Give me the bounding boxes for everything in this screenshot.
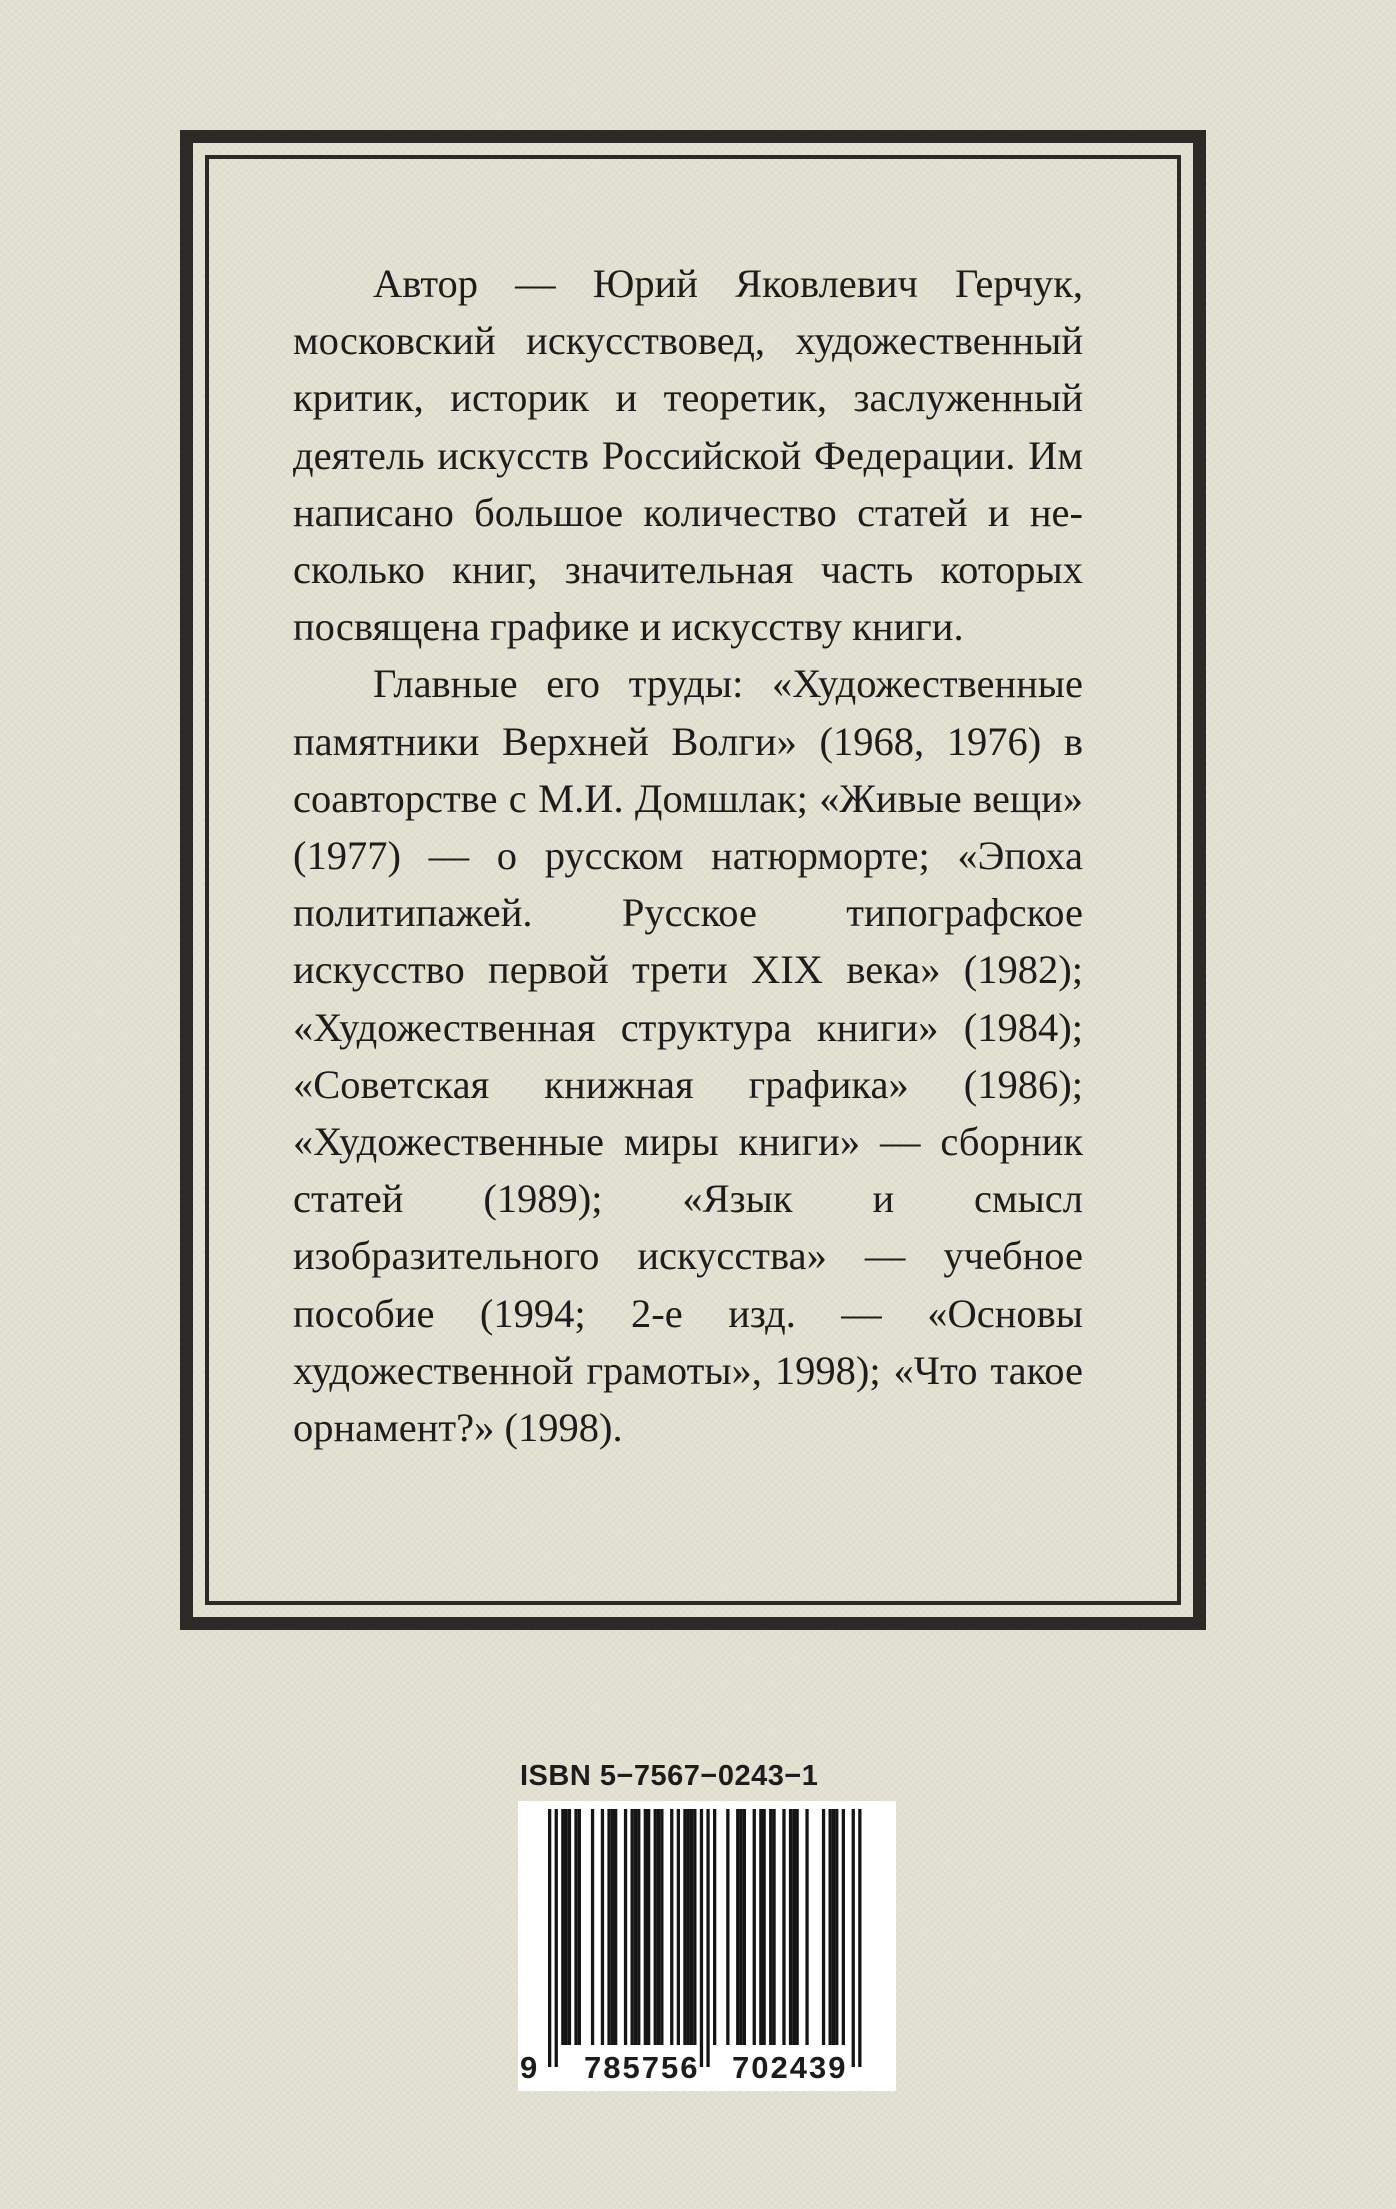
barcode-bar — [644, 1809, 647, 2045]
isbn-label: ISBN 5−7567−0243−1 — [520, 1760, 819, 1792]
barcode-bar — [743, 1809, 746, 2045]
barcode-bar — [574, 1809, 577, 2045]
barcode-guard-bar — [706, 1809, 709, 2067]
barcode-bar — [693, 1809, 696, 2045]
barcode-bar — [611, 1809, 614, 2045]
text-frame — [180, 130, 1206, 1630]
barcode-digits-left: 785756 — [584, 2050, 700, 2085]
barcode-bar — [657, 1809, 660, 2045]
barcode-bar — [835, 1809, 838, 2045]
barcode-guard-bar — [548, 1809, 551, 2067]
barcode-bar — [805, 1809, 808, 2045]
barcode-bar — [772, 1809, 775, 2045]
barcode-bar — [683, 1809, 686, 2045]
barcode-bar — [578, 1809, 581, 2045]
barcode-bar — [822, 1809, 825, 2045]
barcode-bar — [726, 1809, 729, 2045]
barcode-bar — [753, 1809, 756, 2045]
barcode — [518, 1801, 896, 2091]
barcode-bar — [782, 1809, 785, 2045]
barcode-bar — [591, 1809, 594, 2045]
barcode-bar — [713, 1809, 716, 2045]
barcode-bar — [601, 1809, 604, 2045]
barcode-bar — [634, 1809, 637, 2045]
barcode-bar — [647, 1809, 650, 2045]
barcode-bar — [792, 1809, 795, 2045]
barcode-bar — [637, 1809, 640, 2045]
barcode-area — [518, 1760, 896, 2091]
barcode-bar — [654, 1809, 657, 2045]
barcode-guard-bar — [700, 1809, 703, 2067]
barcode-bar — [796, 1809, 799, 2045]
barcode-bar — [568, 1809, 571, 2045]
barcode-guard-bar — [555, 1809, 558, 2067]
barcode-bar — [690, 1809, 693, 2045]
bio-paragraph-2: Главные его труды: «Художественные памятники Верхней Волги» (1968, 1976) в соавторстве с М.И. Домшлак; «Живые вещи» (1977) — о русском натюрморте; «Эпоха политипажей. Русское типографское искусство первой трети XIX века» (1982); «Художественная структура книги» (1984); «Советская книжная графика» (1986); «Художественные миры книги» — сборник статей (1989); «Язык и смысл изобразительного искусства» — учебное пособие (1994; 2-е изд. — «Основы художественной грамоты», 1998); «Что такое орнамент?» (1998). — [293, 661, 1083, 1451]
barcode-bar — [829, 1809, 832, 2045]
barcode-bar — [759, 1809, 762, 2045]
barcode-digit-first: 9 — [520, 2050, 538, 2085]
barcode-bar — [624, 1809, 627, 2045]
barcode-bar — [763, 1809, 766, 2045]
barcode-bar — [736, 1809, 739, 2045]
bio-paragraph-1: Автор — Юрий Яковлевич Герчук, московский искусствовед, художественный критик, историк и теоретик, заслуженный деятель искусств Российской Федерации. Им написано большое количество статей и несколько книг, значительная часть которых посвящена графике и искусству книги. — [293, 261, 1083, 650]
barcode-guard-bar — [852, 1809, 855, 2067]
barcode-bar — [789, 1809, 792, 2045]
barcode-bar — [832, 1809, 835, 2045]
barcode-digits — [518, 2045, 896, 2091]
barcode-bar — [660, 1809, 663, 2045]
barcode-bar — [565, 1809, 568, 2045]
barcode-guard-bar — [858, 1809, 861, 2067]
barcode-bar — [614, 1809, 617, 2045]
barcode-bar — [561, 1809, 564, 2045]
barcode-bar — [769, 1809, 772, 2045]
barcode-bar — [687, 1809, 690, 2045]
author-bio — [293, 255, 1083, 1456]
barcode-bar — [842, 1809, 845, 2045]
barcode-bar — [670, 1809, 673, 2045]
barcode-digits-right: 702439 — [732, 2050, 848, 2085]
barcode-bar — [677, 1809, 680, 2045]
barcode-bar — [739, 1809, 742, 2045]
barcode-bar — [607, 1809, 610, 2045]
barcode-bar — [631, 1809, 634, 2045]
